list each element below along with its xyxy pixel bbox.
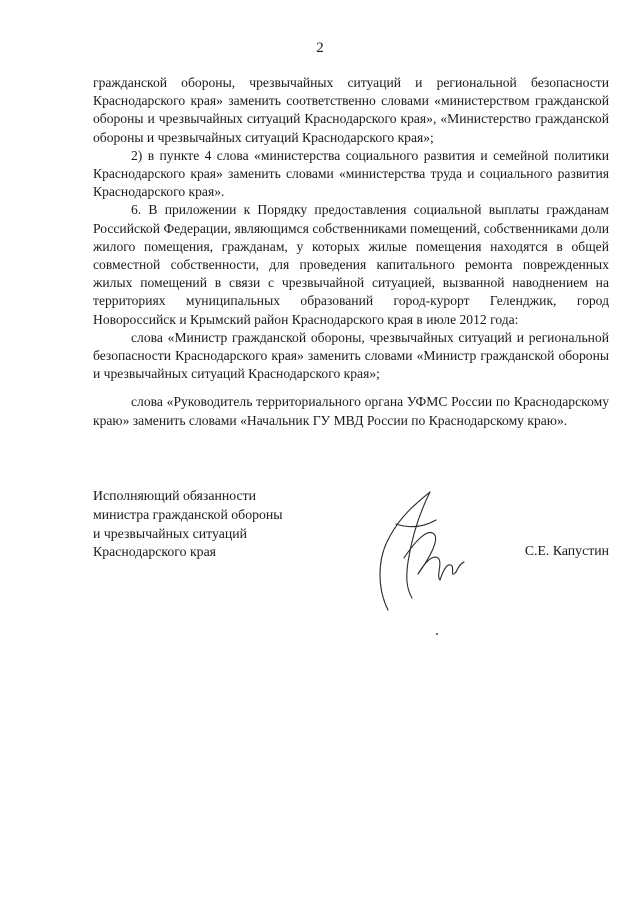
signer-title xyxy=(93,487,283,562)
page-number: 2 xyxy=(316,40,324,56)
signer-title-line: и чрезвычайных ситуаций xyxy=(93,525,247,541)
signer-title-line: Исполняющий обязанности xyxy=(93,488,256,503)
signer-title-line: министра гражданской обороны xyxy=(93,506,283,522)
paragraph-item-6: 6. В приложении к Порядку предоставления социальной выплаты гражданам Российской Федерации, являющимся собственниками помещений, собственниками доли жилого помещения, гражданам, у которых жилые помещения находятся в общей совместной собственности, для проведения капитального ремонта поврежденных жилых помещений в связи с чрезвычайной ситуацией, вызванной наводнением на территориях муниципальных образований город-курорт Геленджик, город Новороссийск и Крымский район Краснодарского края в июле 2012 года: xyxy=(93,202,609,327)
paragraph-item-2: 2) в пункте 4 слова «министерства социального развития и семейной политики Краснодарского края» заменить словами «министерства труда и социального развития Краснодарского края». xyxy=(93,147,609,200)
paragraph-replacement-minister: слова «Министр гражданской обороны, чрезвычайных ситуаций и региональной безопасности Краснодарского края» заменить словами «Министр гражданской обороны и чрезвычайных ситуаций Краснодарского края»; xyxy=(93,329,609,382)
ink-dot xyxy=(436,633,438,635)
paragraph-replacement-ufms: слова «Руководитель территориального органа УФМС России по Краснодарскому краю» заменить словами «Начальник ГУ МВД России по Краснодарскому краю». xyxy=(93,394,609,428)
signer-name: С.Е. Капустин xyxy=(524,543,609,558)
handwritten-signature xyxy=(360,478,470,628)
document-body xyxy=(93,74,609,430)
paragraph-continuation: гражданской обороны, чрезвычайных ситуаций и региональной безопасности Краснодарского края» заменить соответственно словами «министерством гражданской обороны и чрезвычайных ситуаций Краснодарского края», «Министерство гражданской обороны и чрезвычайных ситуаций Краснодарского края»; xyxy=(93,75,609,145)
signer-title-line: Краснодарского края xyxy=(93,544,217,560)
